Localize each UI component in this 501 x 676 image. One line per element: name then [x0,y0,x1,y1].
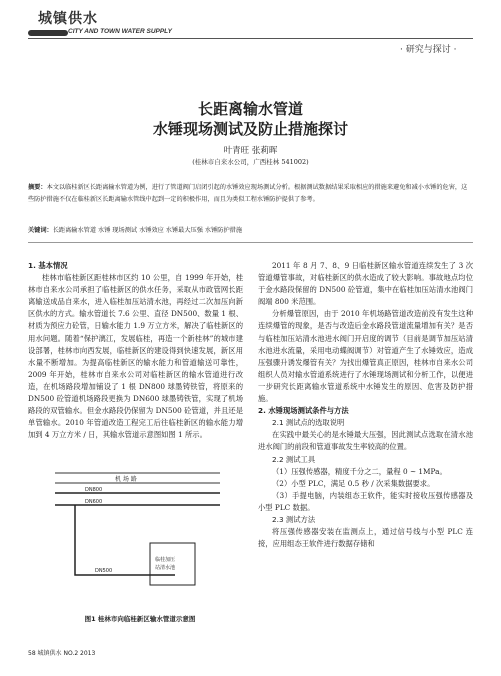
keywords-text: 长距离输水管道 水锤 现场测试 水锤效应 水锤最大压强 水锤防护措施 [52,227,243,234]
section-heading-2: 2. 水锤现场测试条件与方法 [258,406,349,416]
subsection-heading: 2.2 测试工具 [272,454,316,464]
paragraph: 2011 年 8 月 7、8、9 日临桂新区输水管道连续发生了 3 次管道爆管事故，对临桂新区的供水造成了较大影响。事故地点均位于金水路段保留的 DN500 砼管道，集中在临桂加压站清水池阀门阀端 800 米范围。 [258,261,473,307]
right-column [258,260,473,550]
authors: 叶青旺 张莉晖 [223,146,278,156]
paragraph: 在实践中最关心的是水锤最大压强，因此测试点选取在清水池进水阀门的前段和管道事故发生率较高的位置。 [258,430,473,452]
pipeline-diagram [55,465,220,610]
pipe-label: DN500 [95,568,113,574]
logo-mark-icon [28,30,68,36]
pipe-label: DN600 [85,499,103,505]
journal-logo-en: CITY AND TOWN WATER SUPPLY [68,28,173,35]
subsection-heading: 2.1 测试点的选取说明 [272,418,345,428]
section-heading-1: 1. 基本情况 [28,261,68,270]
road-label: 机 场 路 [115,476,137,483]
section-tag: · 研究与探讨 · [400,45,457,55]
left-column [28,260,243,441]
paragraph: 分析爆管原因，由于 2010 年机场路管道改造前没有发生这种连续爆管的现象，是否与改造后金水路段管道流量增加有关？是否与临桂加压站清水池进水阀门开启度的调节（目前是调节加压站清水池进水流量，采用电动蝶阀调节）对管道产生了水锤效应，造成压强骤升诱发爆管有关？为找出爆管真正原因，桂林市自来水公司组织人员对输水管道系统进行了水锤现场测试和分析工作，以便进一步研究长距离输水管道系统中水锤发生的原因、危害及防护措施。 [258,309,473,404]
page-footer: 58 城镇供水 NO.2 2013 [28,650,96,657]
journal-logo-cn: 城镇供水 [38,11,98,27]
abstract-text: 本文以临桂新区长距离输水管道为例，进行了管道阀门启闭引起的水锤效应现场测试分析。根据测试数据结果采取相应的措施来避免和减小水锤的危害，这些防护措施不仅在临桂新区长距离输水管线中起到一定的积极作用，而且为类似工程水锤防护提供了参考。 [28,184,468,203]
subsection-heading: 2.3 测试方法 [272,514,316,524]
pipeline-figure [55,465,220,610]
abstract-label: 摘要： [28,184,47,191]
article-title-line2: 水锤现场测试及防止措施探讨 [152,120,348,138]
article-title-line1: 长距离输水管道 [197,100,303,118]
keywords-label: 关键词： [28,227,53,234]
pipe-label: DN800 [85,487,103,493]
header-divider [28,38,473,39]
body-divider [28,242,473,243]
station-label-part: 临桂加压 [155,557,176,563]
paragraph: 桂林市临桂新区距桂林市区约 10 公里，自 1999 年开始，桂林市自来水公司承担了临桂新区的供水任务，采取从市政管网长距离输送成品自来水，进入临桂加压站清水池，再经过二次加压向新区供水的方式。输水管道长 7.6 公里、直径 DN500、数量 1 根、材质为预应力砼管，日输水能力 1.9 万立方米，解决了临桂新区的用水问题。随着“保护漓江，发展临桂，再造一个新桂林”的城市建设部署，桂林市向西发展，临桂新区的建设得到快速发展，新区用水量不断增加。为提高临桂新区的输水能力和管道输送可靠性，2009 年开始，桂林市自来水公司对临桂新区的输水管道进行改造，在机场路段增加铺设了 1 根 DN800 球墨铸铁管，将原来的 DN500 砼管道机场路段更换为 DN600 球墨铸铁管，实现了机场路段的双管输水。但金水路段仍保留为 DN500 砼管道，并且还是单管输水。2010 年管道改造工程完工后往临桂新区的输水能力增加到 4 万立方米 / 日，其输水管道示意图如图 1 所示。 [28,273,243,440]
affiliation: (桂林市自来水公司，广西桂林 541002) [192,158,309,166]
keywords [28,225,473,234]
station-label-part: 站清水池 [155,565,176,571]
figure-caption: 图1 桂林市向临桂新区输水管道示意图 [84,615,196,623]
paragraph: 将压强传感器安装在监测点上，通过信号线与小型 PLC 连接，应用组态王软件进行数据存储和 [258,527,473,549]
list-item: （2）小型 PLC，满足 0.5 秒 / 次采集数据要求。 [272,478,435,488]
list-item: （3）手提电脑，内装组态王软件，能实时接收压强传感器及小型 PLC 数据。 [258,490,473,512]
abstract [28,182,473,206]
list-item: （1）压强传感器，精度千分之二，量程 0 ~ 1MPa。 [272,466,447,476]
